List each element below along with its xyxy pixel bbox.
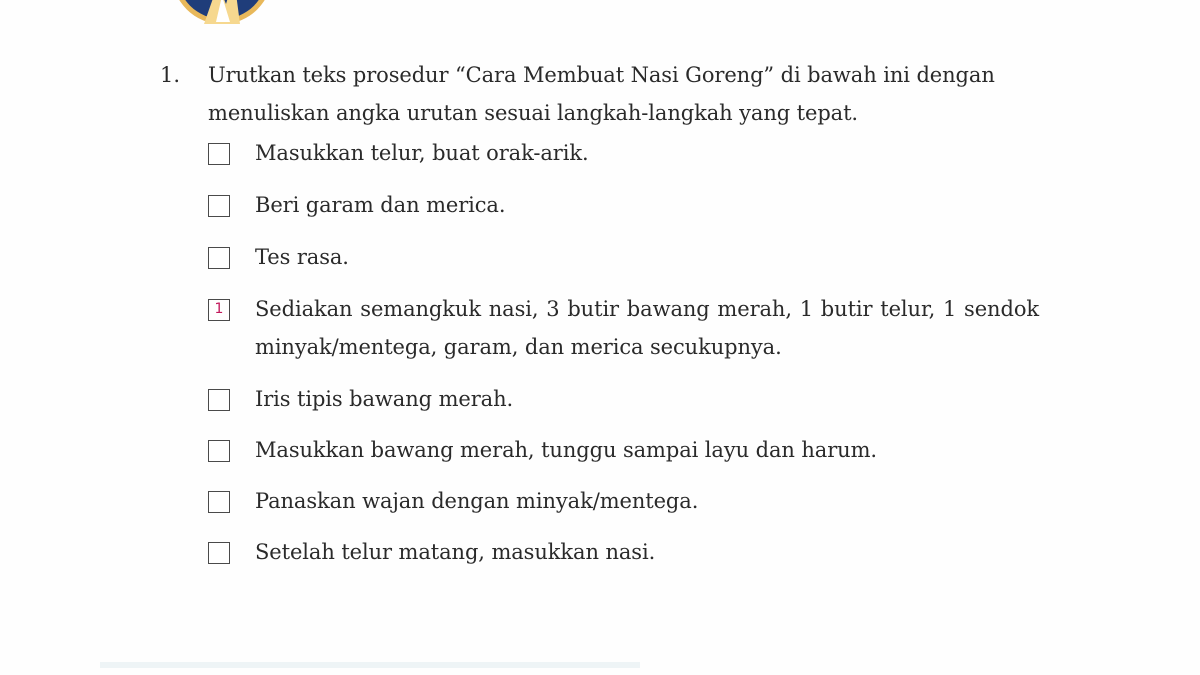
checkbox-icon[interactable] — [208, 389, 230, 411]
step-answer: 1 — [214, 301, 224, 317]
step-text: Beri garam dan merica. — [255, 193, 506, 217]
checkbox-icon[interactable] — [208, 542, 230, 564]
step-text: Masukkan telur, buat orak-arik. — [255, 141, 589, 165]
checkbox-icon[interactable] — [208, 195, 230, 217]
step-text: Panaskan wajan dengan minyak/mentega. — [255, 489, 699, 513]
question-number: 1. — [160, 63, 181, 87]
step-text: Iris tipis bawang merah. — [255, 387, 514, 411]
checkbox-icon[interactable] — [208, 143, 230, 165]
step-text: Setelah telur matang, masukkan nasi. — [255, 540, 656, 564]
footer-divider — [100, 662, 640, 668]
step-text: Sediakan semangkuk nasi, 3 butir bawang merah, 1 butir telur, 1 sendok minyak/mentega, garam, dan merica secukupnya. — [255, 297, 1039, 359]
question-text: Urutkan teks prosedur “Cara Membuat Nasi Goreng” di bawah ini dengan menuliskan angka urutan sesuai langkah-langkah yang tepat. — [208, 63, 995, 125]
checkbox-icon[interactable] — [208, 299, 230, 321]
step-text: Masukkan bawang merah, tunggu sampai layu dan harum. — [255, 438, 877, 462]
checkbox-icon[interactable] — [208, 247, 230, 269]
step-text: Tes rasa. — [255, 245, 349, 269]
checkbox-icon[interactable] — [208, 440, 230, 462]
book-logo-icon — [170, 0, 274, 26]
checkbox-icon[interactable] — [208, 491, 230, 513]
